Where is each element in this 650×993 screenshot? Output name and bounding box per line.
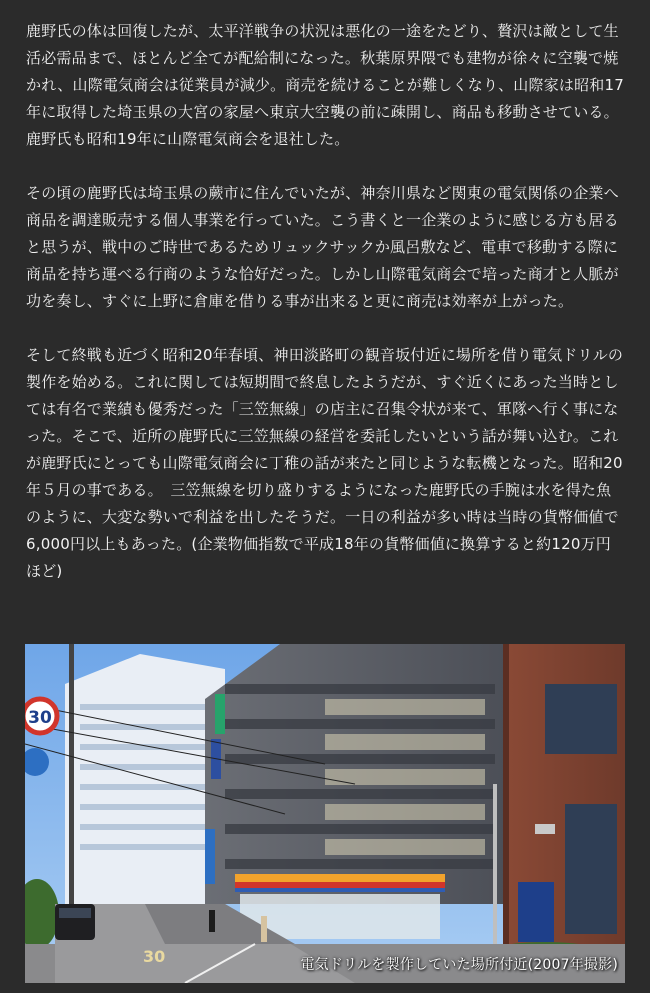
photo-caption: 電気ドリルを製作していた場所付近(2007年撮影) [300, 957, 618, 973]
street-photo [25, 644, 625, 983]
paragraph-3: そして終戦も近づく昭和20年春頃、神田淡路町の観音坂付近に場所を借り電気ドリルの製作を始める。これに関しては短期間で終息したようだが、すぐ近くにあった当時としては有名で業績も優秀だった「三笠無線」の店主に召集令状が来て、軍隊へ行く事になった。そこで、近所の鹿野氏に三笠無線の経営を委託したいという話が舞い込む。これが鹿野氏にとっても山際電気商会に丁稚の話が来たと同じような転機となった。昭和20年５月の事である。 三笠無線を切り盛りするようになった鹿野氏の手腕は水を得た魚のように、大変な勢いで利益を出したそうだ。一日の利益が多い時は当時の貨幣価値で6,000円以上もあった。(企業物価指数で平成18年の貨幣価値に換算すると約120万円ほど) [26, 346, 624, 580]
paragraph-1: 鹿野氏の体は回復したが、太平洋戦争の状況は悪化の一途をたどり、贅沢は敵として生活必需品まで、ほとんど全てが配給制になった。秋葉原界隈でも建物が徐々に空襲で焼かれ、山際電気商会は従業員が減少。商売を続けることが難しくなり、山際家は昭和17年に取得した埼玉県の大宮の家屋へ東京大空襲の前に疎開し、商品も移動させている。 鹿野氏も昭和19年に山際電気商会を退社した。 [26, 22, 627, 148]
paragraph-2: その頃の鹿野氏は埼玉県の蕨市に住んでいたが、神奈川県など関東の電気関係の企業へ商品を調達販売する個人事業を行っていた。こう書くと一企業のように感じる方も居ると思うが、戦中のご時世であるためリュックサックか風呂敷など、電車で移動する際に商品を持ち運べる行商のような恰好だった。しかし山際電気商会で培った商才と人脈が功を奏し、すぐに上野に倉庫を借りる事が出来ると更に商売は効率が上がった。 [26, 184, 619, 310]
street-photo-illustration [25, 644, 625, 983]
article-body [26, 18, 626, 585]
speed-sign-number: 30 [28, 708, 52, 728]
road-marking: 30 [143, 947, 166, 966]
